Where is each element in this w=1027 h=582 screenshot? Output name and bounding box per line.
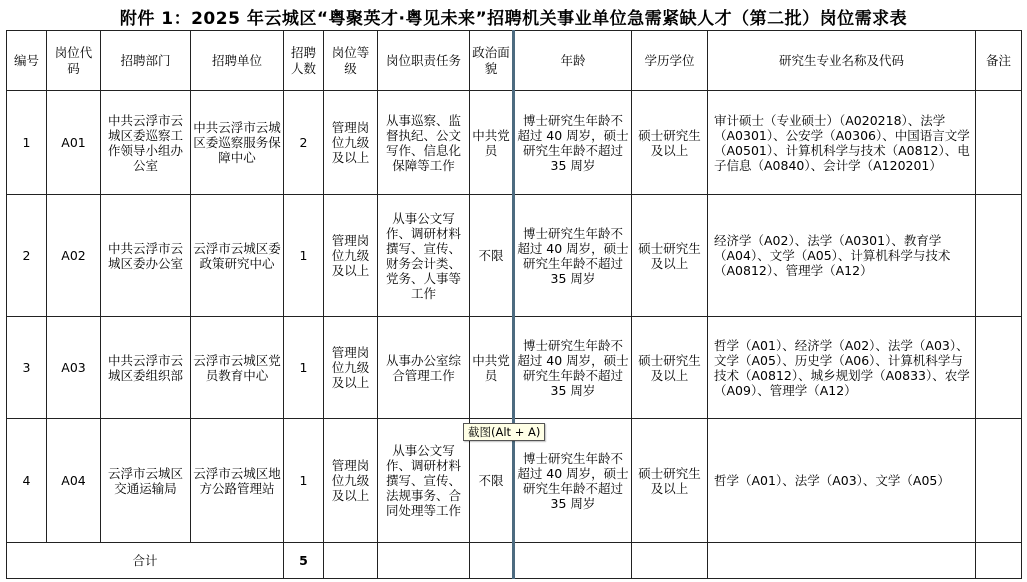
header-note: 备注	[976, 31, 1022, 91]
cell-note	[976, 91, 1022, 195]
cell-duty: 从事办公室综合管理工作	[378, 317, 470, 419]
cell-dept: 云浮市云城区交通运输局	[101, 419, 191, 543]
cell-note	[976, 195, 1022, 317]
cell-level: 管理岗位九级及以上	[324, 419, 378, 543]
cell-major: 经济学（A02）、法学（A0301）、教育学（A04）、文学（A05）、计算机科学与技术（A0812）、管理学（A12）	[708, 195, 976, 317]
empty-cell	[514, 543, 632, 579]
cell-duty: 从事公文写作、调研材料撰写、宣传、法规事务、合同处理等工作	[378, 419, 470, 543]
cell-count: 1	[284, 195, 324, 317]
header-count: 招聘人数	[284, 31, 324, 91]
cell-edu: 硕士研究生及以上	[632, 419, 708, 543]
empty-cell	[470, 543, 514, 579]
cell-no: 2	[7, 195, 47, 317]
cell-duty: 从事巡察、监督执纪、公文写作、信息化保障等工作	[378, 91, 470, 195]
cell-note	[976, 317, 1022, 419]
cell-code: A01	[47, 91, 101, 195]
cell-age: 博士研究生年龄不超过 40 周岁，硕士研究生年龄不超过 35 周岁	[514, 195, 632, 317]
total-value: 5	[284, 543, 324, 579]
table-row	[7, 91, 1022, 195]
cell-no: 1	[7, 91, 47, 195]
cell-dept: 中共云浮市云城区委巡察工作领导小组办公室	[101, 91, 191, 195]
header-major: 研究生专业名称及代码	[708, 31, 976, 91]
table-row	[7, 195, 1022, 317]
header-edu: 学历学位	[632, 31, 708, 91]
table-row	[7, 317, 1022, 419]
header-level: 岗位等级	[324, 31, 378, 91]
cell-unit: 云浮市云城区地方公路管理站	[191, 419, 284, 543]
header-duty: 岗位职责任务	[378, 31, 470, 91]
cell-count: 2	[284, 91, 324, 195]
cell-politics: 中共党员	[470, 317, 514, 419]
empty-cell	[708, 543, 976, 579]
cell-age: 博士研究生年龄不超过 40 周岁，硕士研究生年龄不超过 35 周岁	[514, 317, 632, 419]
cell-dept: 中共云浮市云城区委办公室	[101, 195, 191, 317]
total-row	[7, 543, 1022, 579]
cell-level: 管理岗位九级及以上	[324, 195, 378, 317]
cell-major: 哲学（A01）、经济学（A02）、法学（A03）、文学（A05）、历史学（A06）、计算机科学与技术（A0812）、城乡规划学（A0833）、农学（A09）、管理学（A12）	[708, 317, 976, 419]
header-dept: 招聘部门	[101, 31, 191, 91]
empty-cell	[324, 543, 378, 579]
cell-edu: 硕士研究生及以上	[632, 91, 708, 195]
header-row	[7, 31, 1022, 91]
cell-count: 1	[284, 419, 324, 543]
cell-politics: 中共党员	[470, 91, 514, 195]
cell-duty: 从事公文写作、调研材料撰写、宣传、财务会计类、党务、人事等工作	[378, 195, 470, 317]
cell-major: 审计硕士（专业硕士）（A020218）、法学（A0301）、公安学（A0306）、中国语言文学（A0501）、计算机科学与技术（A0812）、电子信息（A0840）、会计学（A120201）	[708, 91, 976, 195]
cell-edu: 硕士研究生及以上	[632, 317, 708, 419]
empty-cell	[632, 543, 708, 579]
cell-count: 1	[284, 317, 324, 419]
header-unit: 招聘单位	[191, 31, 284, 91]
cell-unit: 云浮市云城区委政策研究中心	[191, 195, 284, 317]
header-code: 岗位代码	[47, 31, 101, 91]
empty-cell	[976, 543, 1022, 579]
job-requirements-table	[6, 30, 1022, 579]
header-no: 编号	[7, 31, 47, 91]
cell-level: 管理岗位九级及以上	[324, 91, 378, 195]
cell-code: A04	[47, 419, 101, 543]
cell-no: 4	[7, 419, 47, 543]
cell-age: 博士研究生年龄不超过 40 周岁，硕士研究生年龄不超过 35 周岁	[514, 91, 632, 195]
total-label: 合计	[7, 543, 284, 579]
cell-unit: 中共云浮市云城区委巡察服务保障中心	[191, 91, 284, 195]
cell-politics: 不限	[470, 419, 514, 543]
cell-code: A03	[47, 317, 101, 419]
document-title: 附件 1：2025 年云城区“粤聚英才·粤见未来”招聘机关事业单位急需紧缺人才（第二批）岗位需求表	[119, 9, 908, 29]
screenshot-tooltip: 截图(Alt + A)	[463, 423, 545, 441]
cell-dept: 中共云浮市云城区委组织部	[101, 317, 191, 419]
cell-major: 哲学（A01）、法学（A03）、文学（A05）	[708, 419, 976, 543]
cell-no: 3	[7, 317, 47, 419]
cell-note	[976, 419, 1022, 543]
cell-code: A02	[47, 195, 101, 317]
cell-age: 博士研究生年龄不超过 40 周岁，硕士研究生年龄不超过 35 周岁	[514, 419, 632, 543]
header-politics: 政治面貌	[470, 31, 514, 91]
cell-politics: 不限	[470, 195, 514, 317]
cell-unit: 云浮市云城区党员教育中心	[191, 317, 284, 419]
cell-level: 管理岗位九级及以上	[324, 317, 378, 419]
header-age: 年龄	[514, 31, 632, 91]
empty-cell	[378, 543, 470, 579]
cell-edu: 硕士研究生及以上	[632, 195, 708, 317]
